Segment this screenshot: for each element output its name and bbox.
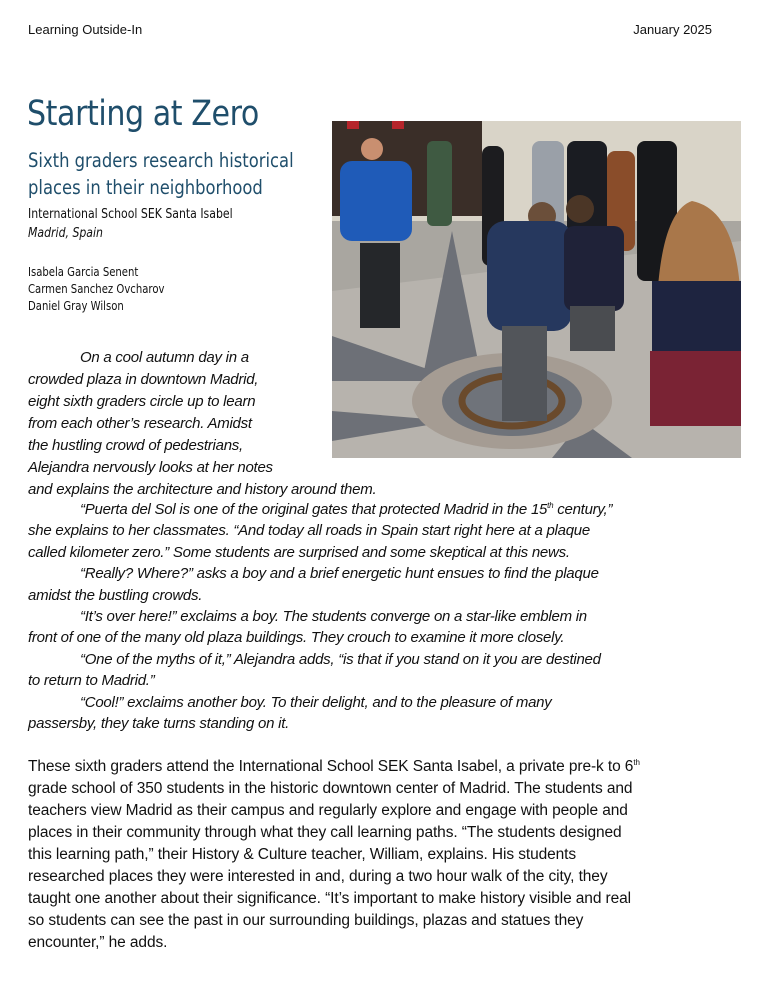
- text-line: [28, 866, 640, 888]
- text-line-content: so students can see the past in our surrounding buildings, plazas and statues they: [28, 912, 584, 929]
- text-line-content: researched places they were interested in and, during a two hour walk of the city, they: [28, 868, 608, 885]
- text-line-content: to return to Madrid.”: [28, 672, 155, 690]
- text-line-content: the hustling crowd of pedestrians,: [28, 437, 243, 454]
- text-line: [28, 369, 376, 391]
- text-line: [28, 888, 640, 910]
- school-info: [28, 205, 233, 243]
- school-location: Madrid, Spain: [28, 226, 103, 241]
- text-line: [28, 910, 640, 932]
- text-line: [28, 457, 376, 479]
- text-line: [28, 844, 640, 866]
- issue-date: January 2025: [633, 22, 712, 37]
- article-title: Starting at Zero: [27, 94, 259, 134]
- text-line-content: encounter,” he adds.: [28, 934, 168, 951]
- author: Isabela Garcia Senent: [28, 265, 139, 279]
- text-line: [28, 627, 612, 648]
- text-line-content: this learning path,” their History & Culture teacher, William, explains. His students: [28, 846, 577, 863]
- text-line: [28, 347, 376, 369]
- text-line: [28, 542, 612, 563]
- text-line-content: “Really? Where?” asks a boy and a brief energetic hunt ensues to find the plaque: [80, 565, 599, 583]
- subtitle-line: places in their neighborhood: [28, 176, 263, 199]
- text-line: [28, 413, 376, 435]
- text-line: [28, 435, 376, 457]
- text-line: [28, 778, 640, 800]
- text-line: [28, 756, 640, 778]
- text-line-content: These sixth graders attend the International School SEK Santa Isabel, a private pre-k to 6: [28, 758, 634, 775]
- text-line: [28, 563, 612, 584]
- body-paragraph: [28, 756, 640, 954]
- article-subtitle: [28, 147, 294, 201]
- text-line: [28, 606, 612, 627]
- text-line-content: called kilometer zero.” Some students are surprised and some skeptical at this news.: [28, 543, 570, 561]
- author: Daniel Gray Wilson: [28, 299, 124, 313]
- text-line-content: she explains to her classmates. “And today all roads in Spain start right here at a plaque: [28, 522, 590, 540]
- text-line-content: places in their community through what they call learning paths. “The students designed: [28, 824, 622, 841]
- text-line-content: passersby, they take turns standing on it.: [28, 714, 290, 732]
- superscript: th: [547, 501, 554, 510]
- author-list: [28, 264, 164, 315]
- author: Carmen Sanchez Ovcharov: [28, 282, 165, 296]
- school-name: International School SEK Santa Isabel: [28, 207, 233, 222]
- intro-paragraph: [28, 347, 376, 501]
- article-photo: [332, 121, 741, 458]
- text-line: [28, 713, 612, 734]
- text-line-content: “One of the myths of it,” Alejandra adds, “is that if you stand on it you are destined: [80, 650, 601, 668]
- text-line-content: On a cool autumn day in a: [80, 349, 249, 366]
- text-line-content: eight sixth graders circle up to learn: [28, 393, 256, 410]
- text-line-content: front of one of the many old plaza buildings. They crouch to examine it more closely.: [28, 629, 565, 647]
- text-line-content: teachers view Madrid as their campus and regularly explore and engage with people and: [28, 802, 628, 819]
- text-line: [28, 932, 640, 954]
- text-line-content: “Puerta del Sol is one of the original gates that protected Madrid in the 15: [80, 501, 548, 518]
- subtitle-line: Sixth graders research historical: [28, 149, 294, 172]
- text-line-content: amidst the bustling crowds.: [28, 586, 203, 604]
- text-line: [28, 585, 612, 606]
- text-line-content: Alejandra nervously looks at her notes: [28, 459, 273, 476]
- text-line-content: grade school of 350 students in the historic downtown center of Madrid. The students and: [28, 780, 633, 797]
- text-line-content: and explains the architecture and history around them.: [28, 481, 377, 498]
- text-line: [28, 479, 376, 501]
- text-line: [28, 391, 376, 413]
- text-line-content: “Cool!” exclaims another boy. To their delight, and to the pleasure of many: [80, 693, 552, 711]
- text-line-continuation: century,”: [553, 501, 613, 518]
- superscript: th: [633, 758, 640, 767]
- text-line-content: “It’s over here!” exclaims a boy. The students converge on a star-like emblem in: [80, 607, 587, 625]
- publication-name: Learning Outside-In: [28, 22, 143, 37]
- dialog-paragraphs: [28, 499, 612, 734]
- text-line-content: taught one another about their significance. “It’s important to make history visible and real: [28, 890, 632, 907]
- text-line: [28, 800, 640, 822]
- text-line: [28, 822, 640, 844]
- text-line: [28, 692, 612, 713]
- text-line-content: crowded plaza in downtown Madrid,: [28, 371, 259, 388]
- text-line: [28, 649, 612, 670]
- text-line: [28, 499, 612, 520]
- text-line: [28, 520, 612, 541]
- text-line-content: from each other’s research. Amidst: [28, 415, 252, 432]
- text-line: [28, 670, 612, 691]
